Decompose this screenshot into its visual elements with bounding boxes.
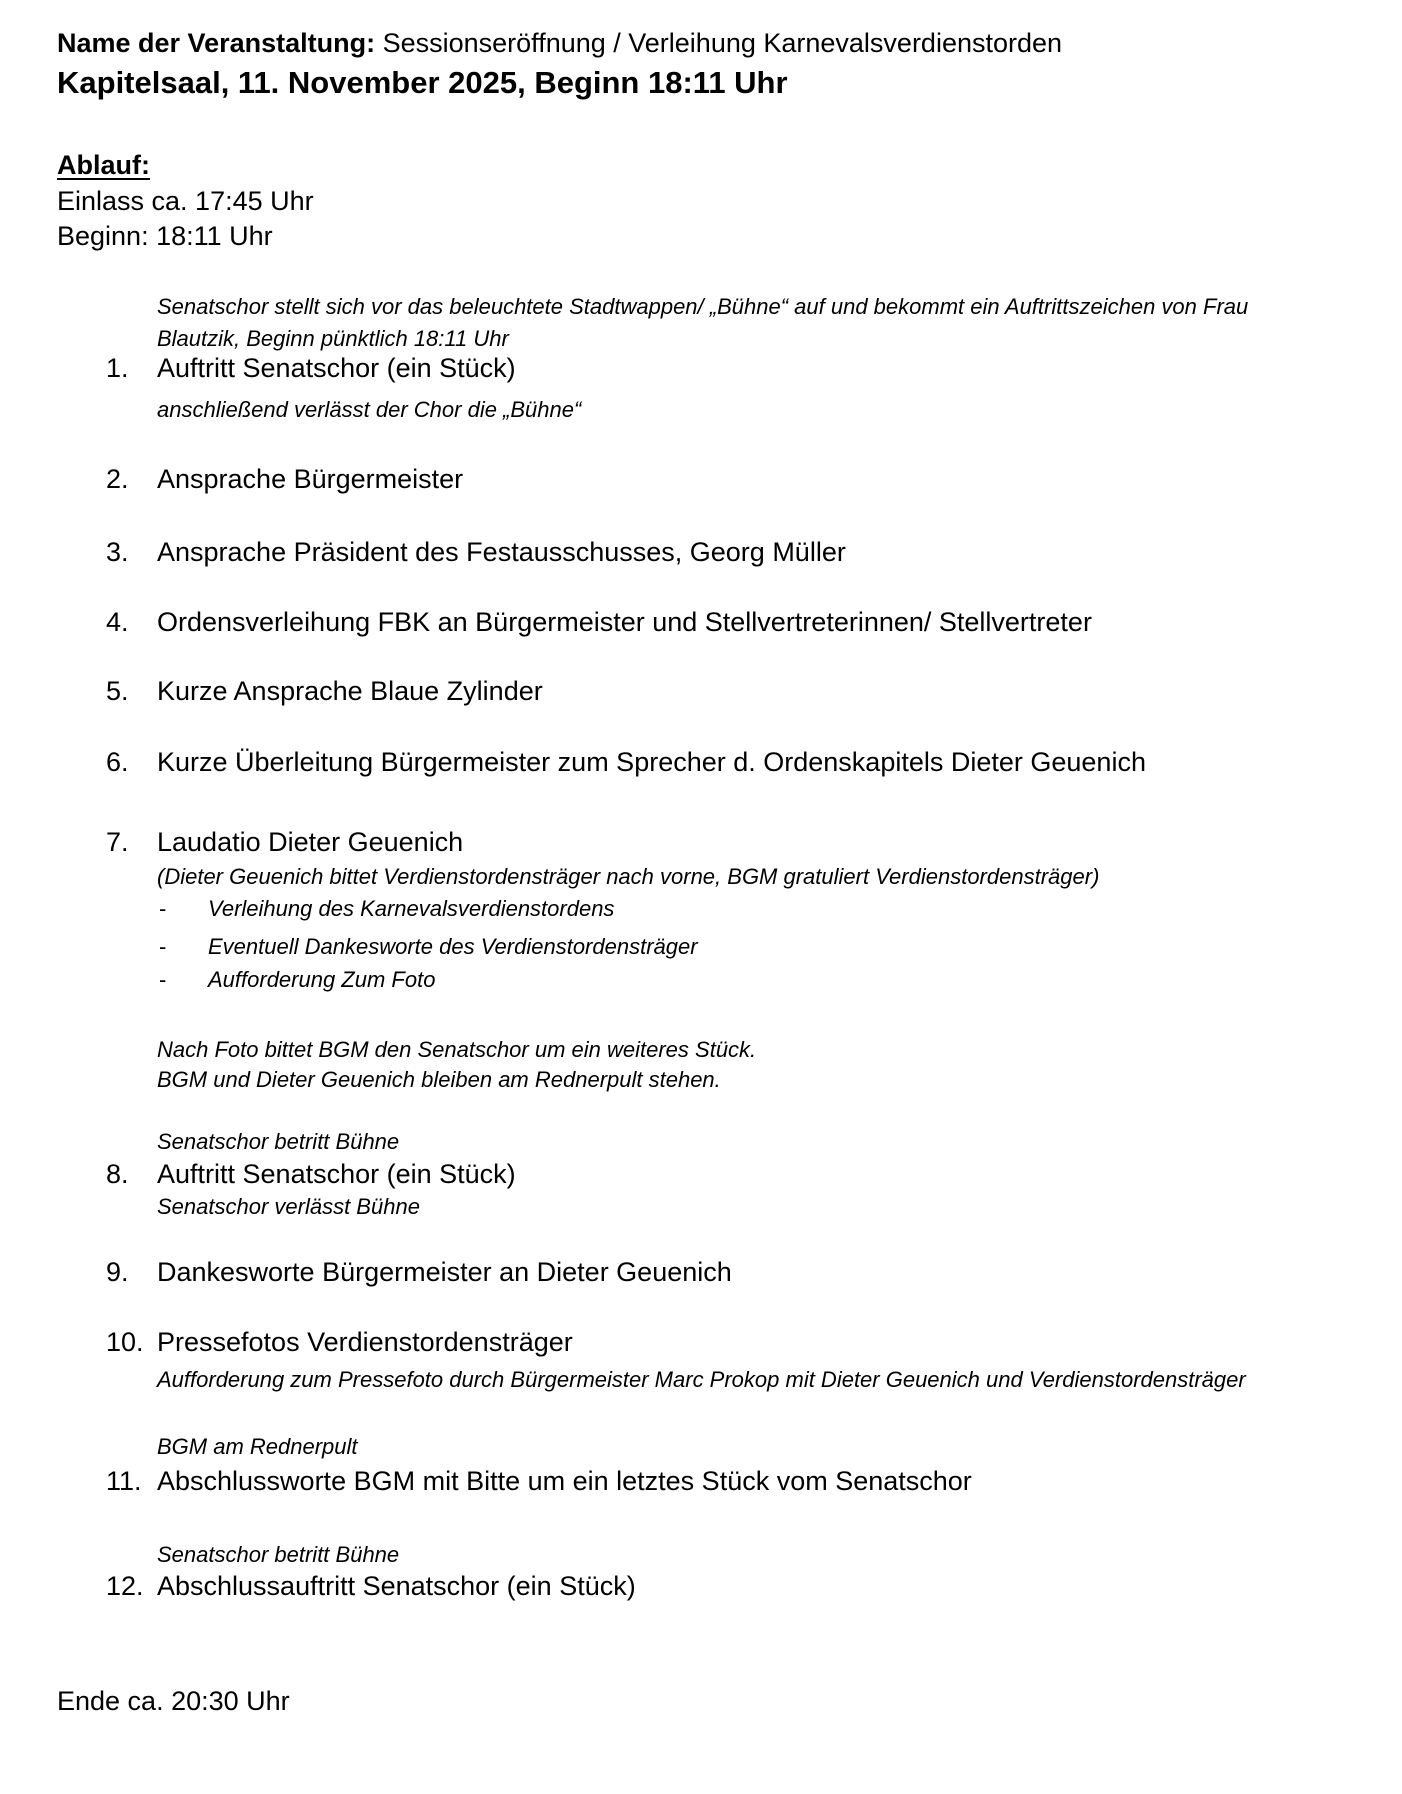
item-number: 9.	[106, 1257, 129, 1287]
item-number: 5.	[106, 676, 129, 706]
item-5-row	[106, 676, 543, 707]
dash-bullet: -	[159, 934, 167, 959]
item-7-dash-item-2	[159, 934, 698, 959]
item-number: 11.	[106, 1466, 142, 1496]
start-line: Beginn: 18:11 Uhr	[57, 221, 273, 251]
item-text: Ordensverleihung FBK an Bürgermeister und Stellvertreterinnen/ Stellvertreter	[157, 607, 1092, 637]
item-text: Kurze Überleitung Bürgermeister zum Sprecher d. Ordenskapitels Dieter Geuenich	[157, 747, 1146, 777]
dash-bullet: -	[159, 896, 167, 921]
dash-item-text: Eventuell Dankesworte des Verdienstordensträger	[208, 934, 698, 959]
item-11-pre-note: BGM am Rednerpult	[157, 1434, 358, 1459]
end-line: Ende ca. 20:30 Uhr	[57, 1686, 290, 1716]
item-text: Kurze Ansprache Blaue Zylinder	[157, 676, 543, 706]
item-text: Abschlussauftritt Senatschor (ein Stück)	[157, 1571, 636, 1601]
item-1-pre-note-line-2: Blautzik, Beginn pünktlich 18:11 Uhr	[157, 326, 509, 351]
item-number: 6.	[106, 747, 129, 777]
item-12-row	[106, 1571, 636, 1602]
item-text: Laudatio Dieter Geuenich	[157, 827, 464, 857]
item-text: Dankesworte Bürgermeister an Dieter Geuenich	[157, 1257, 732, 1287]
dash-bullet: -	[159, 967, 167, 992]
item-number: 12.	[106, 1571, 144, 1601]
item-text: Auftritt Senatschor (ein Stück)	[157, 1159, 516, 1189]
item-text: Ansprache Bürgermeister	[157, 464, 464, 494]
dash-item-text: Aufforderung Zum Foto	[208, 967, 436, 992]
item-8-post-note: Senatschor verlässt Bühne	[157, 1194, 420, 1219]
item-10-post-note: Aufforderung zum Pressefoto durch Bürgermeister Marc Prokop mit Dieter Geuenich und Verdienstordensträger	[157, 1367, 1246, 1392]
item-2-row	[106, 464, 463, 495]
item-text: Pressefotos Verdienstordensträger	[157, 1327, 573, 1357]
item-1-pre-note-line-1: Senatschor stellt sich vor das beleuchtete Stadtwappen/ „Bühne“ auf und bekommt ein Auftrittszeichen von Frau	[157, 294, 1249, 319]
item-text: Auftritt Senatschor (ein Stück)	[157, 353, 516, 383]
admission-line: Einlass ca. 17:45 Uhr	[57, 186, 314, 216]
item-7-dash-item-3	[159, 967, 435, 992]
item-11-row	[106, 1466, 972, 1497]
item-number: 1.	[106, 353, 129, 383]
item-8-row	[106, 1159, 516, 1190]
item-number: 3.	[106, 537, 129, 567]
event-name-line	[57, 28, 1062, 59]
event-name-label: Name der Veranstaltung:	[57, 28, 376, 58]
item-7-dash-item-1	[159, 896, 614, 921]
item-3-row	[106, 537, 846, 568]
item-9-row	[106, 1257, 732, 1288]
item-text: Ansprache Präsident des Festausschusses, Georg Müller	[157, 537, 846, 567]
venue-date-line: Kapitelsaal, 11. November 2025, Beginn 18:11 Uhr	[57, 65, 788, 100]
item-7-after-note-line-1: Nach Foto bittet BGM den Senatschor um ein weiteres Stück.	[157, 1037, 757, 1062]
item-12-pre-note: Senatschor betritt Bühne	[157, 1542, 400, 1567]
item-number: 8.	[106, 1159, 129, 1189]
event-name-value: Sessionseröffnung / Verleihung Karnevalsverdienstorden	[375, 28, 1063, 58]
schedule-heading: Ablauf:	[57, 150, 150, 180]
item-number: 10.	[106, 1327, 144, 1357]
item-number: 7.	[106, 827, 129, 857]
item-1-row	[106, 353, 516, 384]
item-7-row	[106, 827, 463, 858]
item-6-row	[106, 747, 1146, 778]
item-8-pre-note: Senatschor betritt Bühne	[157, 1129, 400, 1154]
item-number: 4.	[106, 607, 129, 637]
dash-item-text: Verleihung des Karnevalsverdienstordens	[208, 896, 615, 921]
item-10-row	[106, 1327, 573, 1358]
item-4-row	[106, 607, 1092, 638]
item-7-after-note-line-2: BGM und Dieter Geuenich bleiben am Rednerpult stehen.	[157, 1067, 721, 1092]
item-number: 2.	[106, 464, 129, 494]
item-1-post-note: anschließend verlässt der Chor die „Bühne“	[157, 397, 582, 422]
item-7-paren-note: (Dieter Geuenich bittet Verdienstordensträger nach vorne, BGM gratuliert Verdienstordensträger)	[157, 864, 1100, 889]
item-text: Abschlussworte BGM mit Bitte um ein letztes Stück vom Senatschor	[157, 1466, 972, 1496]
